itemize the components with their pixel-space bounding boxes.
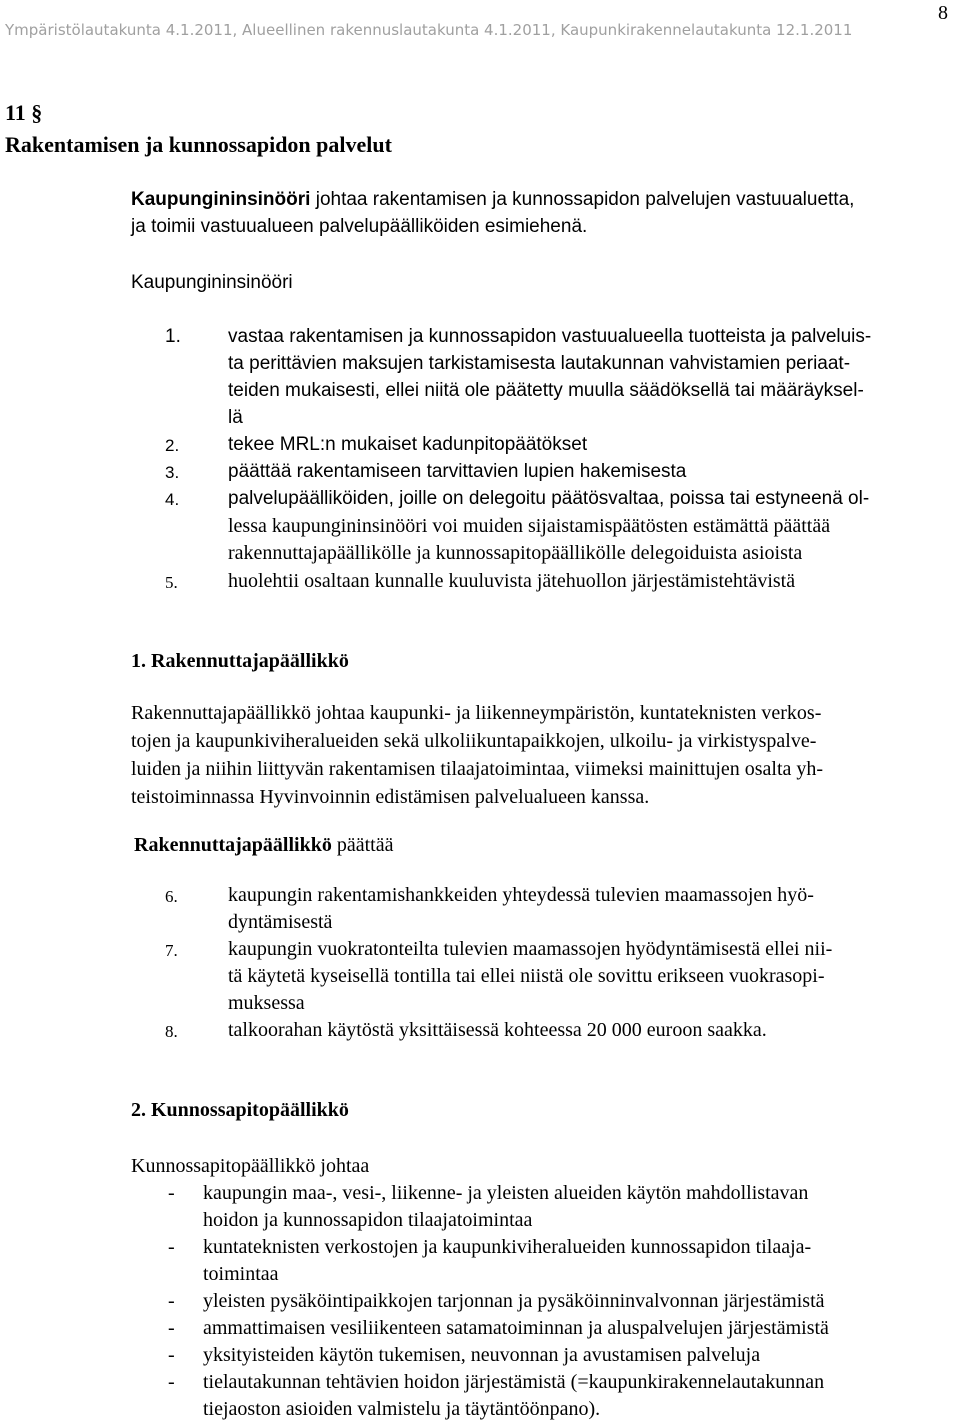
rak-para-line: tojen ja kaupunkiviheralueiden sekä ulkoliikuntapaikkojen, ulkoilu- ja virkistyspalve-: [131, 730, 817, 752]
rak-decides-bold: Rakennuttajapäällikkö: [134, 834, 332, 856]
kun-heading: 2. Kunnossapitopäällikkö: [131, 1099, 349, 1121]
list-number: 7.: [165, 941, 178, 960]
list-item-line: lä: [228, 407, 243, 428]
list-item-line: toimintaa: [203, 1263, 279, 1285]
bullet-dash: -: [168, 1290, 175, 1312]
list-number: 2.: [165, 436, 180, 455]
intro-bold: Kaupungininsinööri: [131, 189, 311, 210]
list-item-line: kaupungin vuokratonteilta tulevien maamassojen hyödyntämisestä ellei nii-: [228, 938, 833, 960]
list-item-line: hoidon ja kunnossapidon tilaajatoimintaa: [203, 1209, 533, 1231]
bullet-dash: -: [168, 1182, 175, 1204]
list-item-line: kuntateknisten verkostojen ja kaupunkiviheralueiden kunnossapidon tilaaja-: [203, 1236, 812, 1258]
list-number: 3.: [165, 463, 180, 482]
page-number: 8: [938, 2, 948, 24]
list-number: 5.: [165, 573, 178, 592]
list-item-line: palvelupäälliköiden, joille on delegoitu päätösvaltaa, poissa tai estyneenä ol-: [228, 488, 870, 509]
section-number: 11 §: [5, 100, 43, 125]
list-number: 8.: [165, 1022, 178, 1041]
list-item-line: yksityisteiden käytön tukemisen, neuvonnan ja avustamisen palveluja: [203, 1344, 761, 1366]
bullet-dash: -: [168, 1371, 175, 1393]
list-item-line: muksessa: [228, 992, 305, 1014]
rak-para-line: luiden ja niihin liittyvän rakentamisen tilaajatoimintaa, viimeksi mainittujen osalta yh-: [131, 758, 824, 780]
list-item-line: tekee MRL:n mukaiset kadunpitopäätökset: [228, 434, 588, 455]
list-item-line: lessa kaupungininsinööri voi muiden sijaistamispäätösten estämättä päättää: [228, 515, 831, 537]
list-item-line: päättää rakentamiseen tarvittavien lupien hakemisesta: [228, 461, 687, 482]
running-header: Ympäristölautakunta 4.1.2011, Alueellinen rakennuslautakunta 4.1.2011, Kaupunkirakennelautakunta 12.1.2011: [5, 21, 853, 39]
list-number: 1.: [165, 326, 181, 347]
intro-line-1: [131, 189, 854, 211]
kaup-heading: Kaupungininsinööri: [131, 272, 293, 293]
list-item-line: vastaa rakentamisen ja kunnossapidon vastuualueella tuotteista ja palveluis-: [228, 326, 872, 347]
bullet-dash: -: [168, 1344, 175, 1366]
bullet-dash: -: [168, 1236, 175, 1258]
list-item-line: tiejaoston asioiden valmistelu ja täytäntöönpano).: [203, 1398, 601, 1420]
list-item-line: talkoorahan käytöstä yksittäisessä kohteessa 20 000 euroon saakka.: [228, 1019, 767, 1041]
list-item-line: ammattimaisen vesiliikenteen satamatoiminnan ja aluspalvelujen järjestämistä: [203, 1317, 829, 1339]
list-item-line: huolehtii osaltaan kunnalle kuuluvista jätehuollon järjestämistehtävistä: [228, 570, 796, 592]
list-item-line: tielautakunnan tehtävien hoidon järjestämistä (=kaupunkirakennelautakunnan: [203, 1371, 825, 1393]
list-item-line: dyntämisestä: [228, 911, 333, 933]
rak-para-line: Rakennuttajapäällikkö johtaa kaupunki- ja liikenneympäristön, kuntateknisten verkos-: [131, 702, 822, 724]
bullet-dash: -: [168, 1317, 175, 1339]
intro-line-1-rest: johtaa rakentamisen ja kunnossapidon palvelujen vastuualuetta,: [310, 189, 855, 210]
list-number: 6.: [165, 887, 178, 906]
rak-decides-rest: päättää: [331, 834, 394, 856]
list-item-line: ta perittävien maksujen tarkistamisesta lautakunnan vahvistamien periaat-: [228, 353, 851, 374]
list-item-line: yleisten pysäköintipaikkojen tarjonnan ja pysäköinninvalvonnan järjestämistä: [203, 1290, 825, 1312]
rak-decides: [134, 834, 393, 857]
list-item-line: kaupungin rakentamishankkeiden yhteydessä tulevien maamassojen hyö-: [228, 884, 814, 906]
rak-para-line: teistoiminnassa Hyvinvoinnin edistämisen palvelualueen kanssa.: [131, 786, 650, 808]
rak-heading: 1. Rakennuttajapäällikkö: [131, 650, 349, 672]
list-item-line: rakennuttajapäällikölle ja kunnossapitopäällikölle delegoiduista asioista: [228, 542, 803, 564]
kun-lead: Kunnossapitopäällikkö johtaa: [131, 1155, 370, 1177]
list-item-line: tä käytetä kyseisellä tontilla tai ellei niistä ole sovittu erikseen vuokrasopi-: [228, 965, 825, 987]
list-item-line: kaupungin maa-, vesi-, liikenne- ja yleisten alueiden käytön mahdollistavan: [203, 1182, 809, 1204]
intro-line-2: ja toimii vastuualueen palvelupäälliköiden esimiehenä.: [131, 216, 588, 237]
list-item-line: teiden mukaisesti, ellei niitä ole päätetty muulla säädöksellä tai määräyksel-: [228, 380, 864, 401]
list-number: 4.: [165, 490, 180, 509]
section-title: Rakentamisen ja kunnossapidon palvelut: [5, 132, 392, 157]
